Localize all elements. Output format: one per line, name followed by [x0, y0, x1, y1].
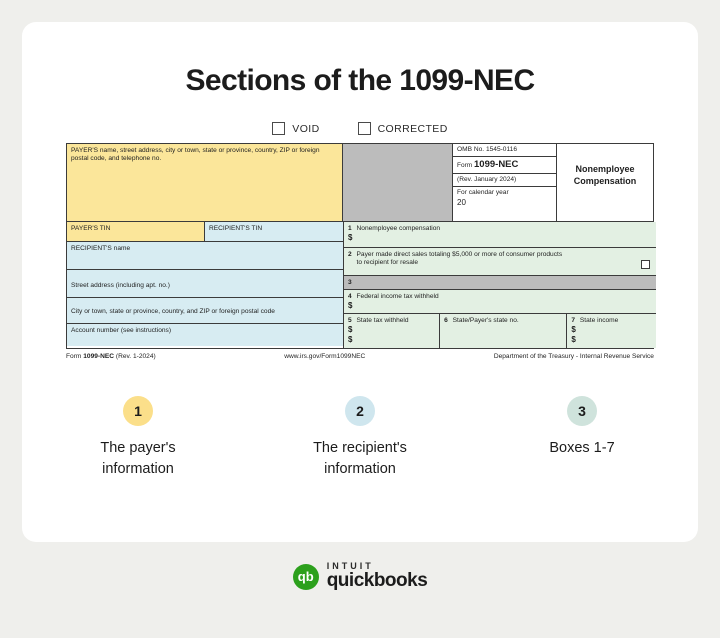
box-7-number: 7 — [571, 317, 575, 324]
recipient-name-box[interactable] — [67, 242, 343, 269]
box-5-dollar-sign-1: $ — [348, 325, 353, 335]
legend-label-1-line1: The payer's — [100, 440, 176, 456]
form-1099-nec — [66, 143, 654, 349]
form-number: 1099-NEC — [474, 159, 519, 171]
legend-item-2 — [285, 396, 435, 480]
recipient-name-row — [67, 242, 343, 270]
state-boxes-row — [344, 314, 656, 348]
legend-item-1 — [63, 396, 213, 480]
box-7-dollar-sign-1: $ — [571, 325, 576, 335]
box-1-dollar-sign: $ — [348, 233, 353, 243]
street-address-row — [67, 270, 343, 298]
account-number-row — [67, 324, 343, 346]
intuit-wordmark: INTUIT — [326, 561, 374, 571]
legend — [50, 396, 670, 480]
corrected-checkbox-item[interactable] — [358, 122, 448, 135]
box-4-dollar-sign: $ — [348, 301, 353, 311]
form-number-line — [453, 157, 556, 174]
box-7-dollar-sign-2: $ — [571, 335, 576, 345]
corrected-label: CORRECTED — [377, 122, 448, 135]
legend-label-1 — [63, 438, 213, 480]
tin-row — [67, 222, 343, 242]
box-4-federal-income-tax-withheld[interactable] — [344, 290, 656, 314]
checkbox-icon[interactable] — [272, 122, 285, 135]
brand-text — [327, 562, 428, 591]
box-1-number: 1 — [348, 225, 352, 232]
payer-tin-label: PAYER'S TIN — [71, 225, 111, 232]
boxes-right-column — [343, 222, 656, 348]
legend-label-2-line1: The recipient's — [313, 440, 407, 456]
payer-name-address-box[interactable] — [67, 144, 343, 221]
box-2-label: Payer made direct sales totaling $5,000 or more of consumer products to recipient for resale — [356, 251, 563, 267]
omb-form-box — [453, 144, 557, 221]
legend-badge-2: 2 — [345, 396, 375, 426]
form-footer — [64, 349, 656, 360]
account-number-box[interactable] — [67, 324, 343, 346]
page-title: Sections of the 1099-NEC — [185, 64, 535, 97]
box-5-label: State tax withheld — [356, 317, 409, 324]
box-6-number: 6 — [444, 317, 448, 324]
legend-label-2 — [285, 438, 435, 480]
box-4-number: 4 — [348, 293, 352, 300]
nec-title-box — [557, 144, 653, 221]
legend-label-3 — [507, 438, 657, 459]
legend-badge-3: 3 — [567, 396, 597, 426]
box-1-label: Nonemployee compensation — [356, 225, 441, 232]
tin-and-box1-row — [67, 222, 653, 348]
legend-label-1-line2: information — [102, 461, 174, 478]
box-7-state-income[interactable] — [567, 314, 656, 348]
city-state-zip-box[interactable] — [67, 298, 343, 323]
box-5-number: 5 — [348, 317, 352, 324]
payer-name-address-label: PAYER'S name, street address, city or town, state or province, country, ZIP or foreign postal code, and telephone no. — [71, 147, 320, 163]
form-word: Form — [457, 162, 473, 170]
recipient-tin-label: RECIPIENT'S TIN — [209, 225, 263, 232]
legend-label-2-line2: information — [324, 461, 396, 478]
account-number-label: Account number (see instructions) — [71, 327, 172, 334]
recipient-tin-box[interactable] — [205, 222, 343, 241]
footer-form-number: 1099-NEC — [83, 353, 115, 360]
void-label: VOID — [292, 122, 320, 135]
street-address-label: Street address (including apt. no.) — [71, 282, 170, 289]
box-3-number: 3 — [348, 279, 352, 286]
omb-number: OMB No. 1545-0116 — [453, 144, 556, 157]
box-5-dollar-sign-2: $ — [348, 335, 353, 345]
quickbooks-wordmark: quickbooks — [326, 570, 428, 592]
footer-form-word: Form — [66, 353, 82, 360]
nec-title: Nonemployee Compensation — [573, 164, 637, 187]
form-revision: (Rev. January 2024) — [453, 174, 556, 187]
footer-agency: Department of the Treasury - Internal Revenue Service — [493, 353, 654, 360]
void-checkbox-item[interactable] — [272, 122, 319, 135]
calendar-year-box — [453, 187, 556, 209]
footer-form-revision: (Rev. 1-2024) — [115, 353, 156, 360]
recipient-name-label: RECIPIENT'S name — [71, 245, 131, 252]
box-5-state-tax-withheld[interactable] — [344, 314, 440, 348]
box-3-reserved — [344, 276, 656, 290]
box-2-number: 2 — [348, 251, 352, 258]
box-7-label: State income — [579, 317, 619, 324]
legend-item-3 — [507, 396, 657, 480]
brand-logo — [22, 562, 698, 591]
footer-url[interactable]: www.irs.gov/Form1099NEC — [284, 353, 366, 360]
tin-left-group — [67, 222, 343, 348]
box-2-direct-sales[interactable] — [344, 248, 656, 276]
street-address-box[interactable] — [67, 270, 343, 297]
box-2-checkbox-icon[interactable] — [641, 260, 650, 269]
quickbooks-mark-icon: qb — [293, 564, 319, 590]
form-top-band — [67, 144, 653, 222]
city-state-zip-label: City or town, state or province, country, and ZIP or foreign postal code — [71, 308, 275, 315]
calendar-year-label: For calendar year — [457, 189, 509, 197]
city-state-zip-row — [67, 298, 343, 324]
payer-tin-box[interactable] — [67, 222, 205, 241]
content-card — [22, 22, 698, 542]
legend-badge-1: 1 — [123, 396, 153, 426]
legend-label-3-line1: Boxes 1-7 — [549, 440, 615, 456]
checkbox-icon[interactable] — [358, 122, 371, 135]
box-6-state-payer-state-no[interactable] — [440, 314, 567, 348]
calendar-year-value: 20 — [457, 197, 466, 207]
void-corrected-row — [50, 122, 670, 135]
grey-filler-box — [343, 144, 453, 221]
box-6-label: State/Payer's state no. — [452, 317, 519, 324]
box-1-nonemployee-compensation[interactable] — [344, 222, 656, 248]
box-4-label: Federal income tax withheld — [356, 293, 439, 300]
footer-left — [66, 353, 156, 360]
